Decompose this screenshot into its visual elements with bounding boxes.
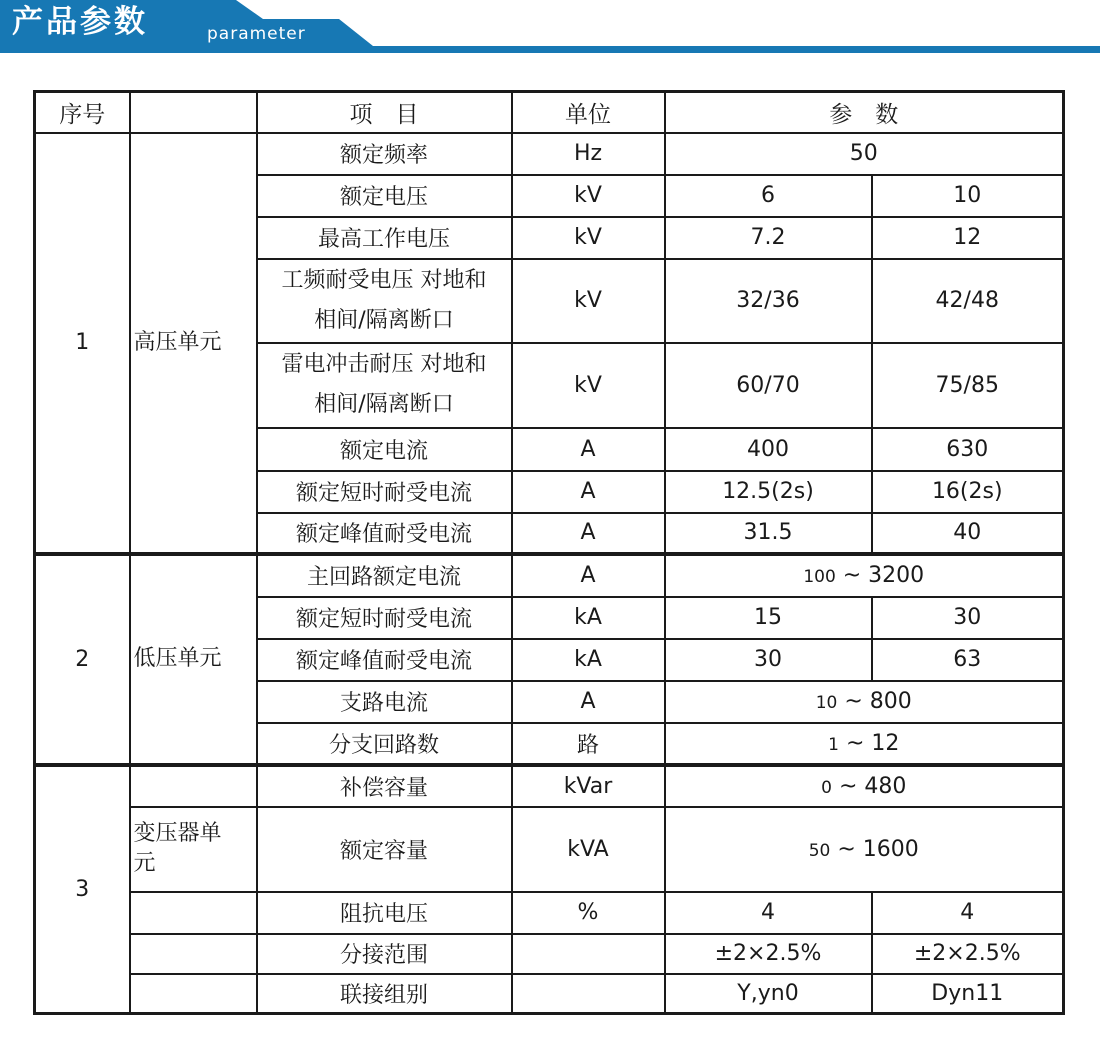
section-1-category-label: 高压单元 <box>133 329 222 355</box>
item-cell: 补偿容量 <box>257 765 512 807</box>
value-cell: 75/85 <box>872 343 1064 428</box>
value-cell: 4 <box>665 892 872 934</box>
unit-cell: A <box>512 513 665 554</box>
value-cell <box>665 765 1064 807</box>
table-row <box>35 133 1064 175</box>
table-row <box>35 765 1064 807</box>
page-subtitle: parameter <box>207 24 306 44</box>
table-header-row <box>35 92 1064 133</box>
value-cell: 400 <box>665 428 872 471</box>
value-cell: 31.5 <box>665 513 872 554</box>
unit-cell: A <box>512 554 665 597</box>
unit-cell: kV <box>512 343 665 428</box>
category-cell-empty <box>130 974 257 1014</box>
banner-shape-svg <box>0 0 1100 54</box>
value-cell: 30 <box>872 597 1064 639</box>
item-cell: 额定峰值耐受电流 <box>257 513 512 554</box>
range-min: 100 <box>803 567 836 587</box>
value-cell: 15 <box>665 597 872 639</box>
section-1-category <box>130 133 257 554</box>
parameters-table <box>33 90 1065 1015</box>
unit-cell: 路 <box>512 723 665 765</box>
range-min: 50 <box>808 840 831 861</box>
col-header-unit: 单位 <box>512 92 665 133</box>
unit-cell: kV <box>512 175 665 217</box>
unit-cell: kVar <box>512 765 665 807</box>
table-row <box>35 807 1064 892</box>
item-cell <box>257 343 512 428</box>
value-cell: 30 <box>665 639 872 681</box>
section-3-no: 3 <box>35 765 130 1014</box>
value-cell: 40 <box>872 513 1064 554</box>
banner-shape <box>0 0 1100 53</box>
unit-cell: kV <box>512 259 665 343</box>
item-cell: 分支回路数 <box>257 723 512 765</box>
header-banner <box>0 0 1100 54</box>
value-cell: ±2×2.5% <box>872 934 1064 974</box>
value-cell: 7.2 <box>665 217 872 259</box>
value-cell: 32/36 <box>665 259 872 343</box>
value-cell: 630 <box>872 428 1064 471</box>
value-cell <box>665 723 1064 765</box>
table-row <box>35 934 1064 974</box>
item-cell: 额定容量 <box>257 807 512 892</box>
item-cell: 额定短时耐受电流 <box>257 597 512 639</box>
unit-cell: kA <box>512 597 665 639</box>
item-cell: 额定短时耐受电流 <box>257 471 512 513</box>
value-cell: 50 <box>665 133 1064 175</box>
col-header-item: 项 目 <box>257 92 512 133</box>
range-min: 1 <box>828 734 839 755</box>
section-2-no: 2 <box>35 554 130 765</box>
range-max: ~ 480 <box>831 773 907 799</box>
range-max: ~ 12 <box>838 730 900 756</box>
item-line: 相间/隔离断口 <box>314 392 454 417</box>
value-cell: 63 <box>872 639 1064 681</box>
value-cell: 16(2s) <box>872 471 1064 513</box>
unit-cell: Hz <box>512 133 665 175</box>
range-min: 10 <box>815 693 838 713</box>
item-cell: 联接组别 <box>257 974 512 1014</box>
range-max: ~ 800 <box>837 689 912 714</box>
unit-cell: A <box>512 471 665 513</box>
category-cell-empty <box>130 765 257 807</box>
col-header-no: 序号 <box>35 92 130 133</box>
unit-cell: kV <box>512 217 665 259</box>
page-title: 产品参数 <box>12 4 148 40</box>
table-row <box>35 554 1064 597</box>
value-cell <box>665 807 1064 892</box>
range-max: ~ 3200 <box>835 563 925 588</box>
range-min: 0 <box>821 777 832 798</box>
category-cell-empty <box>130 934 257 974</box>
item-cell: 阻抗电压 <box>257 892 512 934</box>
value-cell: ±2×2.5% <box>665 934 872 974</box>
value-cell: 4 <box>872 892 1064 934</box>
value-cell: 10 <box>872 175 1064 217</box>
item-cell: 主回路额定电流 <box>257 554 512 597</box>
unit-cell: kVA <box>512 807 665 892</box>
col-header-param: 参 数 <box>665 92 1064 133</box>
section-1-no: 1 <box>35 133 130 554</box>
value-cell: Y,yn0 <box>665 974 872 1014</box>
item-cell: 分接范围 <box>257 934 512 974</box>
unit-cell: % <box>512 892 665 934</box>
item-cell <box>257 259 512 343</box>
unit-cell: A <box>512 428 665 471</box>
value-cell: 6 <box>665 175 872 217</box>
unit-cell <box>512 974 665 1014</box>
value-cell: 42/48 <box>872 259 1064 343</box>
item-cell: 额定频率 <box>257 133 512 175</box>
value-cell: Dyn11 <box>872 974 1064 1014</box>
value-cell: 60/70 <box>665 343 872 428</box>
table-row <box>35 974 1064 1014</box>
table-row <box>35 892 1064 934</box>
value-cell <box>665 681 1064 723</box>
section-2-category <box>130 554 257 765</box>
unit-cell <box>512 934 665 974</box>
category-cell-empty <box>130 892 257 934</box>
item-line: 工频耐受电压 对地和 <box>281 267 487 293</box>
value-cell <box>665 554 1064 597</box>
item-cell: 支路电流 <box>257 681 512 723</box>
item-cell: 最高工作电压 <box>257 217 512 259</box>
value-cell: 12.5(2s) <box>665 471 872 513</box>
col-header-category <box>130 92 257 133</box>
section-3-category-label: 变压器单元 <box>133 821 222 876</box>
section-2-category-label: 低压单元 <box>133 646 222 671</box>
item-cell: 额定峰值耐受电流 <box>257 639 512 681</box>
unit-cell: A <box>512 681 665 723</box>
item-line: 雷电冲击耐压 对地和 <box>281 352 487 377</box>
item-cell: 额定电压 <box>257 175 512 217</box>
section-3-category <box>130 807 257 892</box>
item-cell: 额定电流 <box>257 428 512 471</box>
range-max: ~ 1600 <box>830 836 919 862</box>
value-cell: 12 <box>872 217 1064 259</box>
item-line: 相间/隔离断口 <box>314 307 454 333</box>
unit-cell: kA <box>512 639 665 681</box>
